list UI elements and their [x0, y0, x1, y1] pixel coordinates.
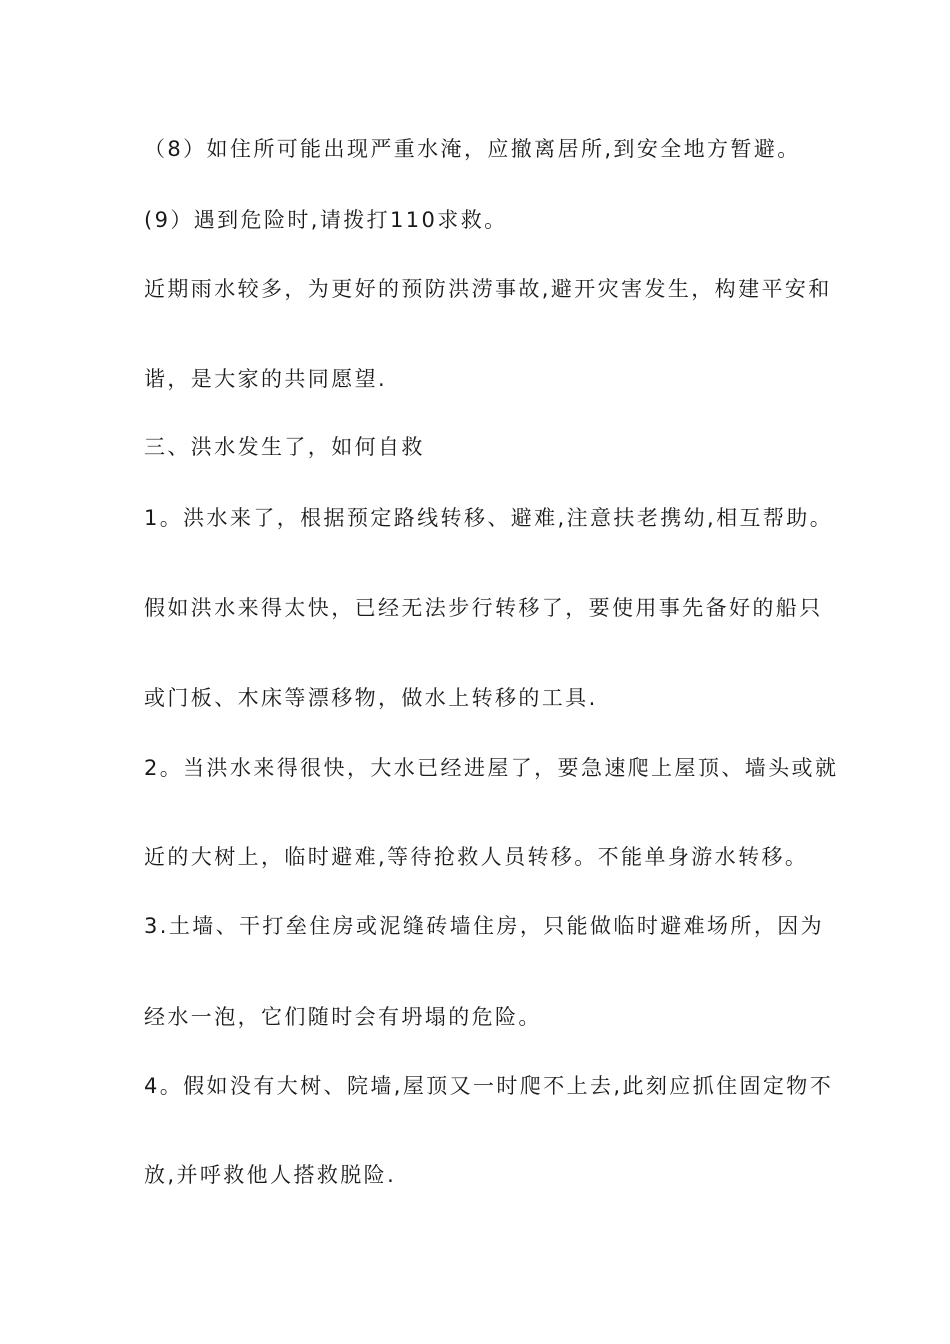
- text-line: （8）如住所可能出现严重水淹，应撤离居所,到安全地方暂避。: [144, 137, 801, 161]
- text-line: 放,并呼救他人搭救脱险.: [144, 1163, 397, 1187]
- text-line: 近的大树上，临时避难,等待抢救人员转移。不能单身游水转移。: [144, 845, 809, 869]
- section-heading: 三、洪水发生了，如何自救: [144, 435, 425, 459]
- text-line: 4。假如没有大树、院墙,屋顶又一时爬不上去,此刻应抓住固定物不: [144, 1074, 834, 1098]
- text-line: 1。洪水来了，根据预定路线转移、避难,注意扶老携幼,相互帮助。: [144, 506, 834, 530]
- text-line: 或门板、木床等漂移物，做水上转移的工具.: [144, 686, 598, 710]
- text-line: 谐，是大家的共同愿望.: [144, 367, 388, 391]
- text-line: 近期雨水较多，为更好的预防洪涝事故,避开灾害发生，构建平安和: [144, 277, 832, 301]
- text-line: 经水一泡，它们随时会有坍塌的危险。: [144, 1005, 542, 1029]
- text-line: 假如洪水来得太快，已经无法步行转移了，要使用事先备好的船只: [144, 596, 823, 620]
- text-line: 2。当洪水来得很快，大水已经进屋了，要急速爬上屋顶、墙头或就: [144, 756, 839, 780]
- text-line: 3.土墙、干打垒住房或泥缝砖墙住房，只能做临时避难场所，因为: [144, 914, 825, 938]
- text-line: (9）遇到危险时,请拨打110求救。: [144, 208, 508, 232]
